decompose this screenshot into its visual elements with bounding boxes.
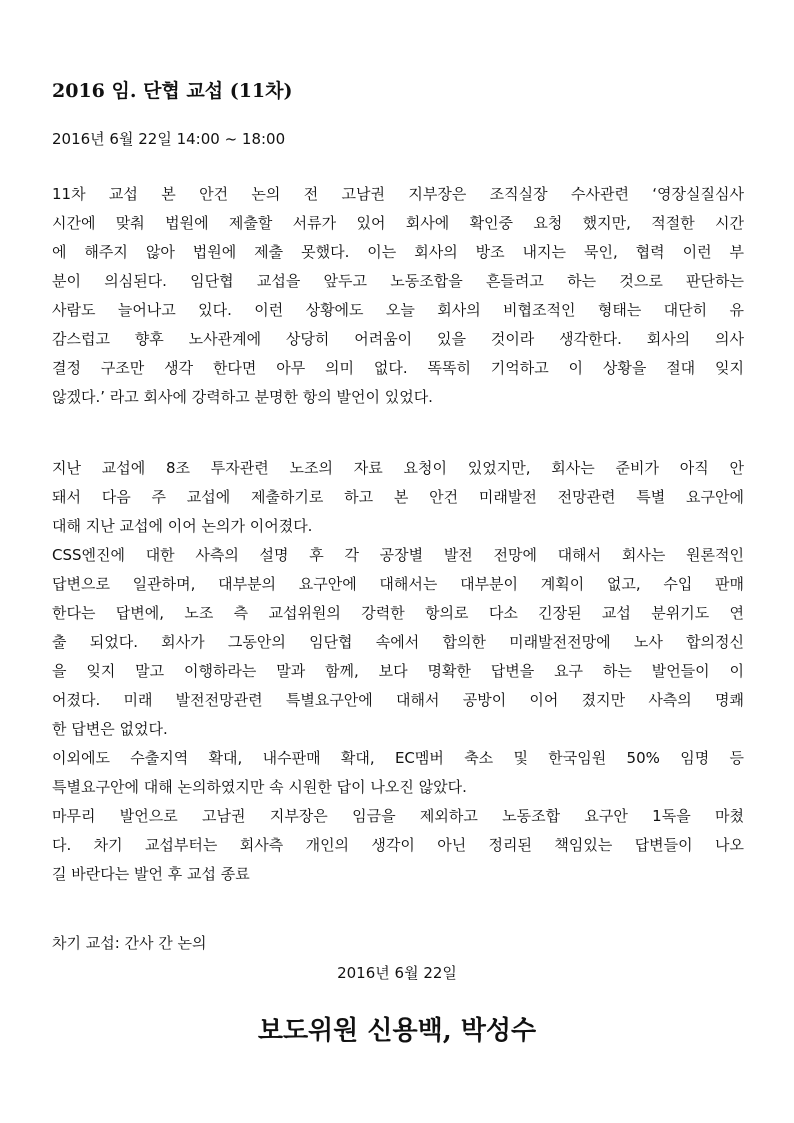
text-line: 답변으로 일관하며, 대부분의 요구안에 대해서는 대부분이 계획이 없고, 수입 판매 — [52, 575, 744, 593]
text-line: 11차 교섭 본 안건 논의 전 고남권 지부장은 조직실장 수사관련 ‘영장실질심사 — [52, 185, 744, 203]
reporters-signature: 보도위원 신용백, 박성수 — [257, 1016, 537, 1046]
paragraph-opening-protest — [52, 180, 744, 412]
meeting-datetime: 2016년 6월 22일 14:00 ~ 18:00 — [52, 130, 286, 148]
text-line: 에 해주지 않아 법원에 제출 못했다. 이는 회사의 방조 내지는 묵인, 협력 이런 부 — [52, 243, 744, 261]
text-line: 어졌다. 미래 발전전망관련 특별요구안에 대해서 공방이 이어 졌지만 사측의 명쾌 — [52, 691, 744, 709]
text-line: 결정 구조만 생각 한다면 아무 의미 없다. 똑똑히 기억하고 이 상황을 절대 잊지 — [52, 359, 744, 377]
text-line: 한 답변은 없었다. — [52, 720, 168, 738]
text-line: 사람도 늘어나고 있다. 이런 상황에도 오늘 회사의 비협조적인 형태는 대단히 유 — [52, 301, 744, 319]
text-line: 이외에도 수출지역 확대, 내수판매 확대, EC멤버 축소 및 한국임원 50% 임명 등 — [52, 749, 744, 767]
text-line: CSS엔진에 대한 사측의 설명 후 각 공장별 발전 전망에 대해서 회사는 원론적인 — [52, 546, 744, 564]
text-line: 마무리 발언으로 고남권 지부장은 임금을 제외하고 노동조합 요구안 1독을 마쳤 — [52, 807, 744, 825]
text-line: 않겠다.’ 라고 회사에 강력하고 분명한 항의 발언이 있었다. — [52, 388, 433, 406]
document-title: 2016 임. 단협 교섭 (11차) — [52, 80, 293, 102]
text-line: 출 되었다. 회사가 그동안의 임단협 속에서 합의한 미래발전전망에 노사 합의정신 — [52, 633, 744, 651]
text-line: 돼서 다음 주 교섭에 제출하기로 하고 본 안건 미래발전 전망관련 특별 요구안에 — [52, 488, 744, 506]
paragraph-negotiation-details — [52, 454, 744, 889]
text-line: 다. 차기 교섭부터는 회사측 개인의 생각이 아닌 정리된 책임있는 답변들이 나오 — [52, 836, 744, 854]
text-line: 특별요구안에 대해 논의하였지만 속 시원한 답이 나오진 않았다. — [52, 778, 467, 796]
text-line: 지난 교섭에 8조 투자관련 노조의 자료 요청이 있었지만, 회사는 준비가 아직 안 — [52, 459, 744, 477]
signature-date: 2016년 6월 22일 — [337, 964, 457, 982]
text-line: 감스럽고 향후 노사관계에 상당히 어려움이 있을 것이라 생각한다. 회사의 의사 — [52, 330, 744, 348]
text-line: 길 바란다는 발언 후 교섭 종료 — [52, 865, 250, 883]
text-line: 한다는 답변에, 노조 측 교섭위원의 강력한 항의로 다소 긴장된 교섭 분위기도 연 — [52, 604, 744, 622]
text-line: 대해 지난 교섭에 이어 논의가 이어졌다. — [52, 517, 313, 535]
text-line: 시간에 맞춰 법원에 제출할 서류가 있어 회사에 확인중 요청 했지만, 적절한 시간 — [52, 214, 744, 232]
next-meeting-note: 차기 교섭: 간사 간 논의 — [52, 934, 207, 952]
text-line: 을 잊지 말고 이행하라는 말과 함께, 보다 명확한 답변을 요구 하는 발언들이 이 — [52, 662, 744, 680]
text-line: 분이 의심된다. 임단협 교섭을 앞두고 노동조합을 흔들려고 하는 것으로 판단하는 — [52, 272, 744, 290]
